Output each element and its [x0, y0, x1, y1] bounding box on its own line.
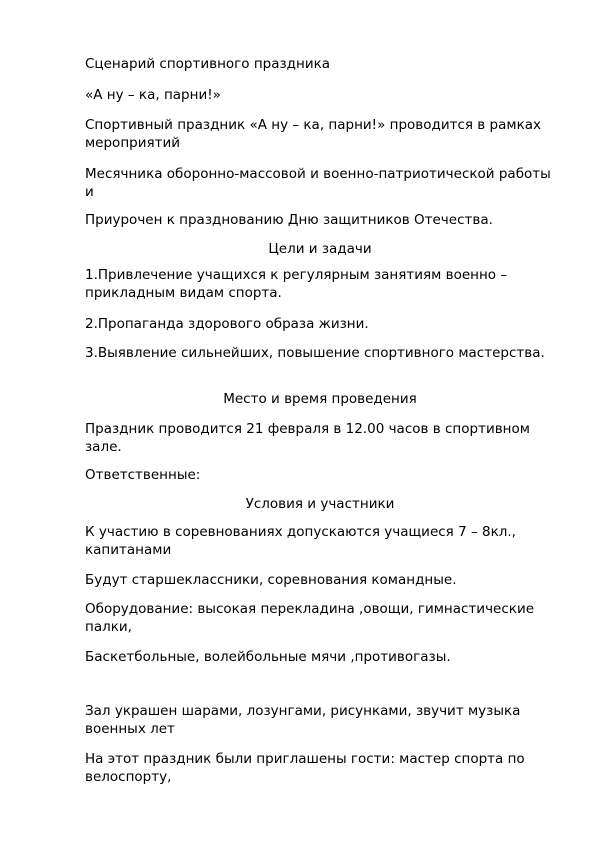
document-title: Сценарий спортивного праздника — [85, 56, 331, 72]
month-paragraph: Месячника оборонно-массовой и военно-патриотической работы и — [85, 166, 551, 200]
responsible-label: Ответственные: — [85, 467, 201, 483]
goals-heading: Цели и задачи — [268, 241, 372, 257]
place-time-heading: Место и время проведения — [223, 391, 417, 407]
event-name: «А ну – ка, парни!» — [85, 87, 221, 103]
goal-3: 3.Выявление сильнейших, повышение спортивного мастерства. — [85, 345, 545, 361]
equipment-paragraph: Оборудование: высокая перекладина ,овощи, гимнастические палки, — [85, 601, 535, 635]
goal-1: 1.Привлечение учащихся к регулярным занятиям военно – прикладным видам спорта. — [85, 267, 508, 301]
dedication-paragraph: Приурочен к празднованию Дню защитников Отечества. — [85, 212, 493, 228]
intro-paragraph: Спортивный праздник «А ну – ка, парни!» проводится в рамках мероприятий — [85, 117, 541, 151]
place-time-paragraph: Праздник проводится 21 февраля в 12.00 часов в спортивном зале. — [85, 421, 530, 455]
hall-paragraph: Зал украшен шарами, лозунгами, рисунками, звучит музыка военных лет — [85, 703, 521, 737]
conditions-heading: Условия и участники — [245, 496, 395, 512]
goal-2: 2.Пропаганда здорового образа жизни. — [85, 316, 369, 332]
balls-paragraph: Баскетбольные, волейбольные мячи ,противогазы. — [85, 649, 451, 665]
seniors-paragraph: Будут старшеклассники, соревнования командные. — [85, 572, 457, 588]
participants-paragraph: К участию в соревнованиях допускаются учащиеся 7 – 8кл., капитанами — [85, 524, 516, 558]
guests-paragraph: На этот праздник были приглашены гости: мастер спорта по велоспорту, — [85, 751, 525, 785]
